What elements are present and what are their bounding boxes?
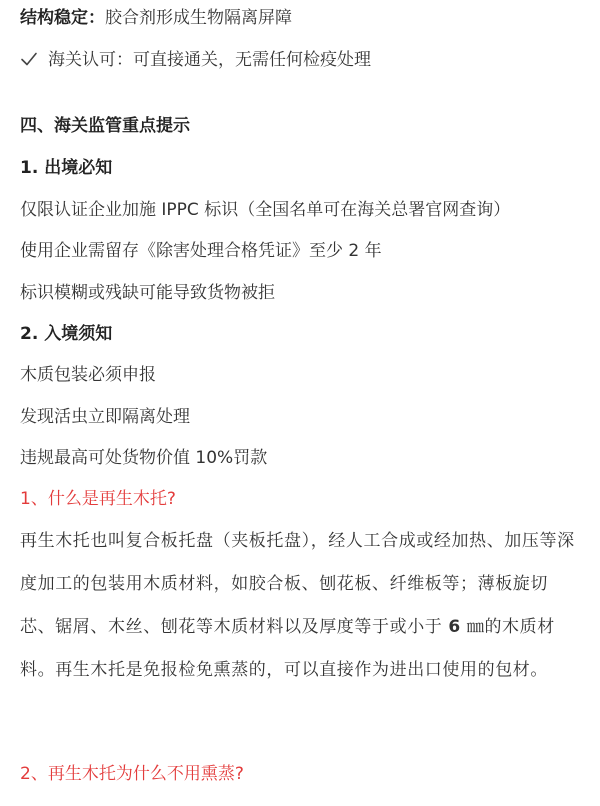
customs-line — [20, 48, 371, 72]
stability-line — [20, 6, 292, 30]
check-icon — [20, 50, 38, 68]
entry-item: 违规最高可处货物价值 10%罚款 — [20, 448, 268, 468]
faq1-answer-number: 6 — [448, 617, 461, 637]
faq2-question: 2、再生木托为什么不用熏蒸? — [20, 764, 244, 784]
entry-title: 2. 入境须知 — [20, 324, 113, 344]
exit-item: 使用企业需留存《除害处理合格凭证》至少 2 年 — [20, 241, 382, 261]
stability-label: 结构稳定： — [20, 8, 105, 28]
faq1-answer — [20, 520, 580, 692]
faq1-answer-part2: ㎜的木质材料。再生木托是免报检免熏蒸的，可以直接作为进出口使用的包材。 — [20, 617, 555, 680]
exit-title: 1. 出境必知 — [20, 158, 113, 178]
entry-item: 木质包装必须申报 — [20, 365, 156, 385]
section4-title: 四、海关监管重点提示 — [20, 116, 190, 136]
customs-text: 海关认可：可直接通关，无需任何检疫处理 — [48, 50, 371, 70]
exit-item: 仅限认证企业加施 IPPC 标识（全国名单可在海关总署官网查询） — [20, 200, 511, 220]
entry-item: 发现活虫立即隔离处理 — [20, 407, 190, 427]
faq1-answer-part1: 再生木托也叫复合板托盘（夹板托盘），经人工合成或经加热、加压等深度加工的包装用木质材料，如胶合板、刨花板、纤维板等；薄板旋切芯、锯屑、木丝、刨花等木质材料以及厚度等于或小于 — [20, 531, 575, 637]
stability-text: 胶合剂形成生物隔离屏障 — [105, 8, 292, 28]
faq1-question: 1、什么是再生木托? — [20, 489, 176, 509]
exit-item: 标识模糊或残缺可能导致货物被拒 — [20, 283, 275, 303]
